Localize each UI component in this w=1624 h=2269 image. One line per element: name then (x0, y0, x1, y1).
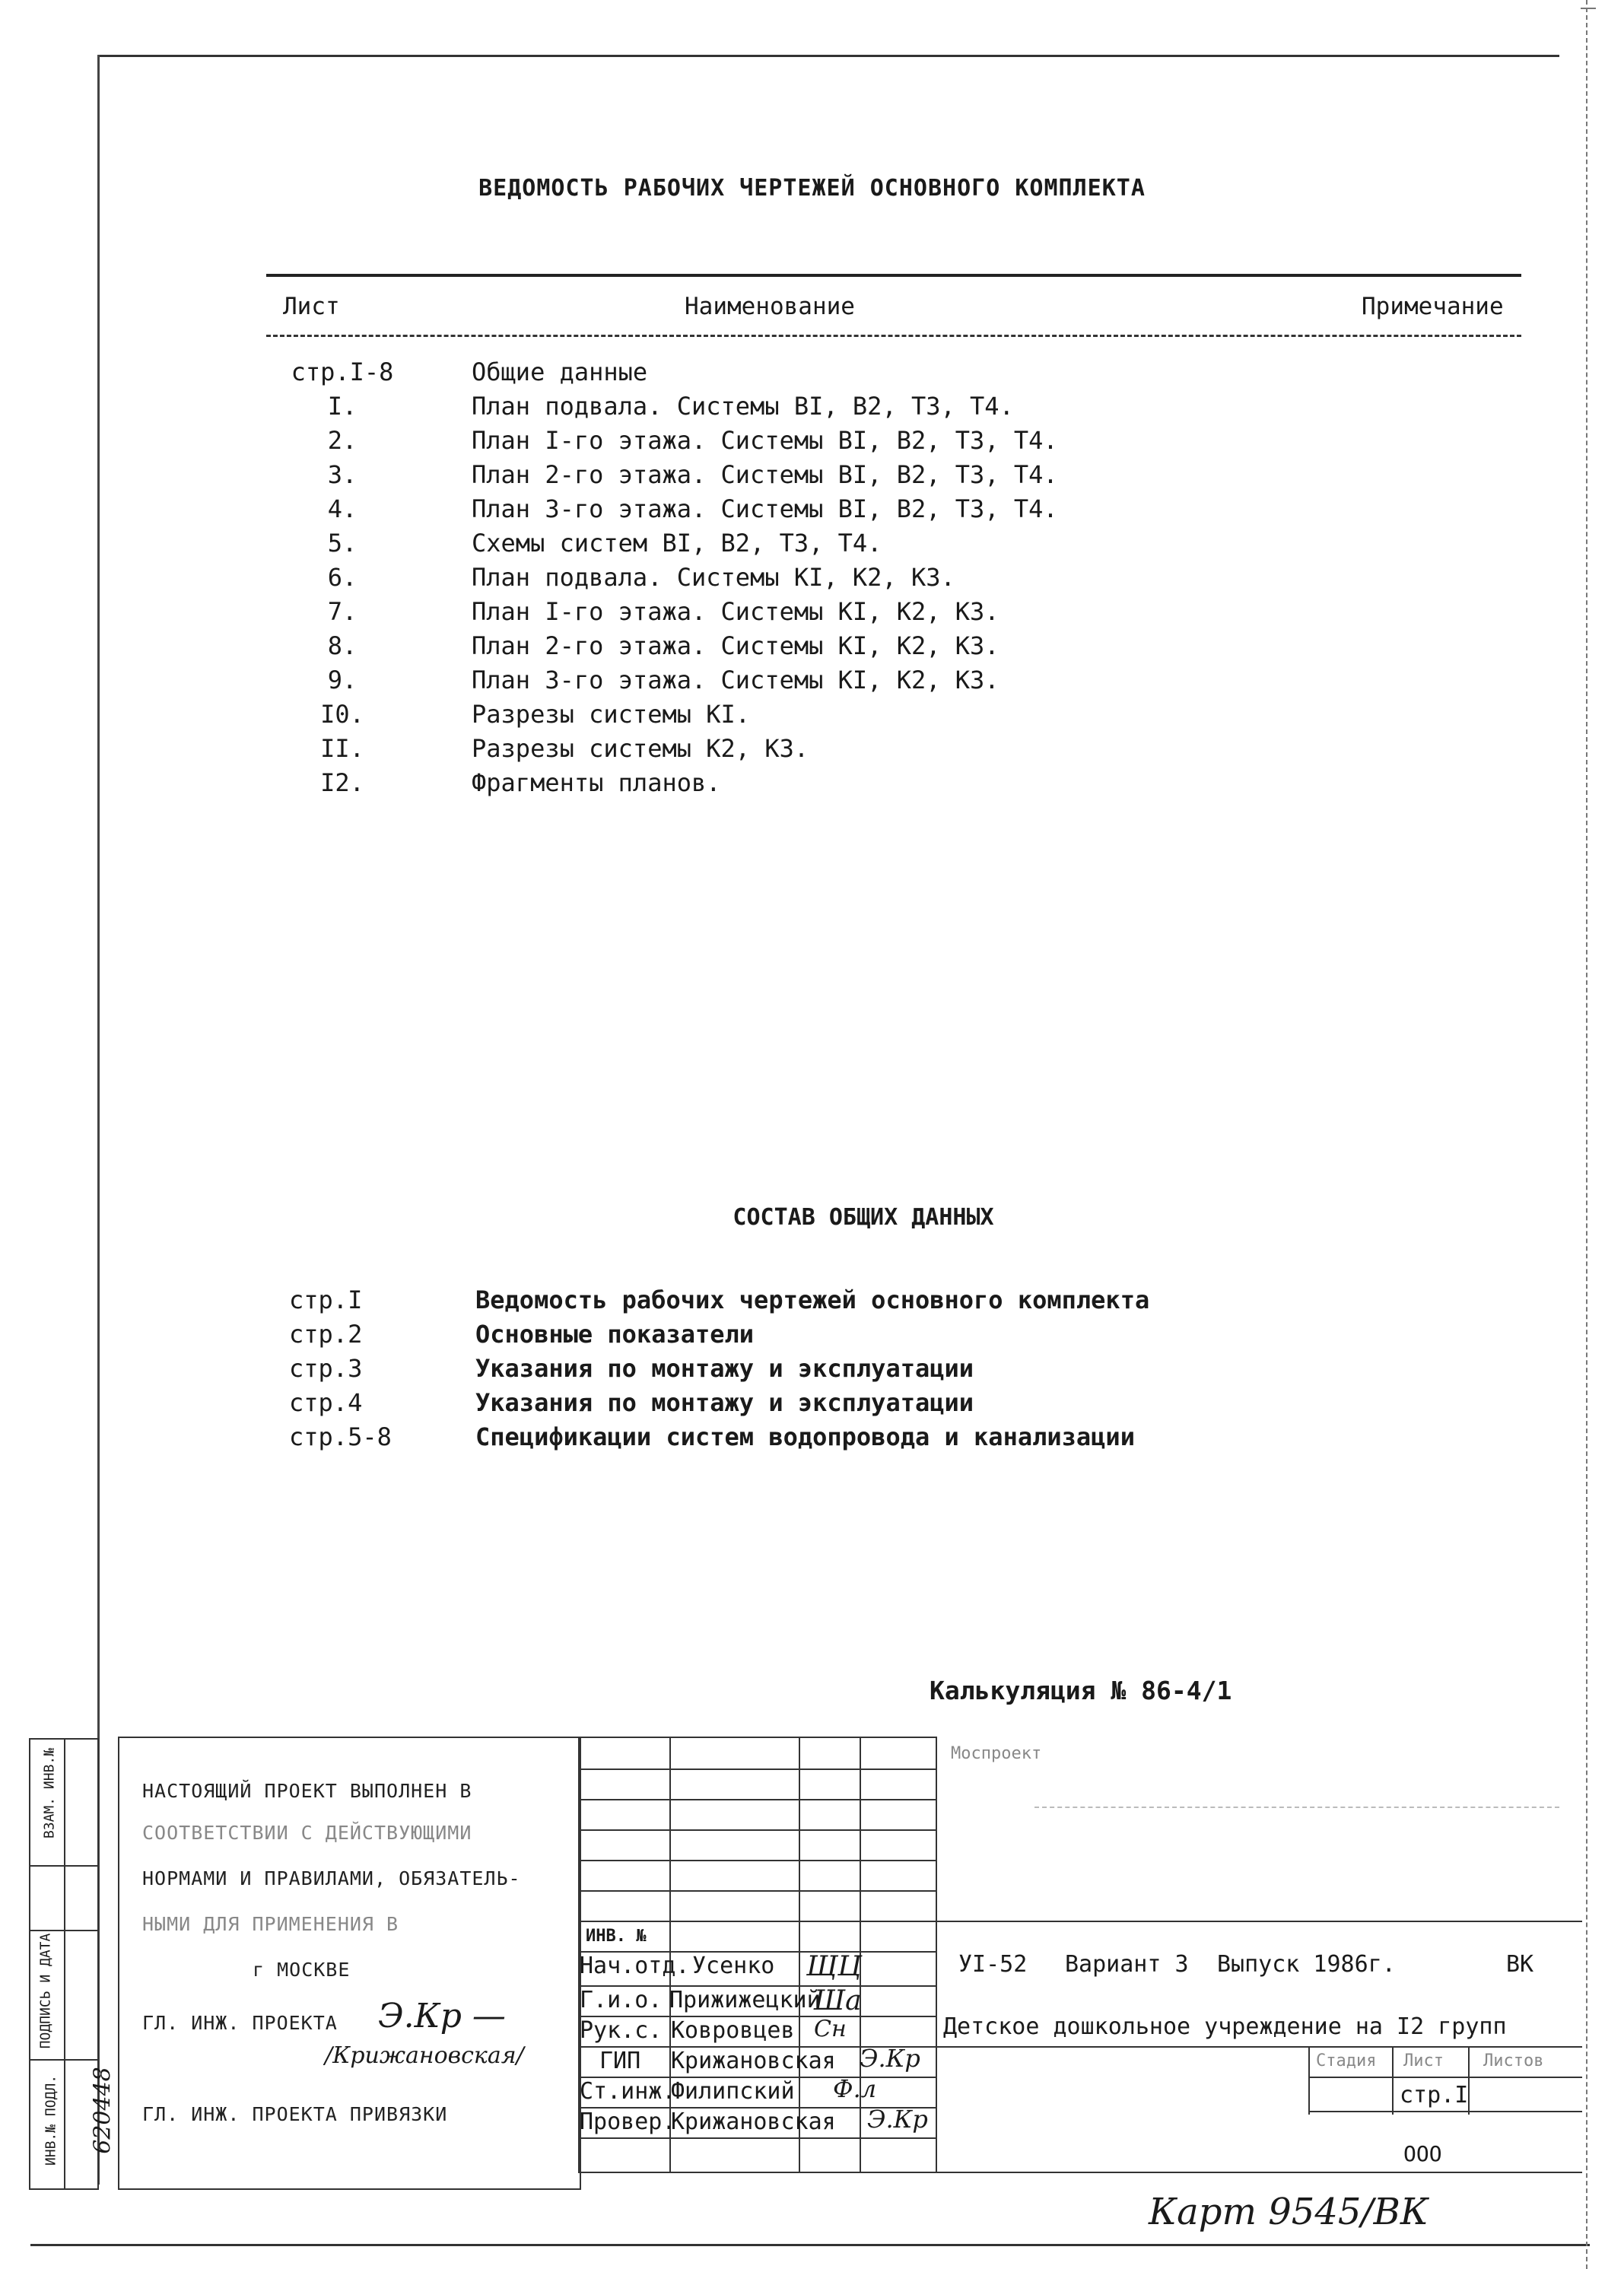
frame-top-border (99, 55, 1559, 57)
tb-line (1308, 2046, 1310, 2115)
inv-label: ИНВ. № (586, 1927, 647, 1946)
sheet-name: Схемы систем BI, B2, T3, T4. (472, 529, 882, 558)
staff-name: Ковровцев (671, 2017, 795, 2044)
frame-bottom-border (30, 2244, 1590, 2246)
general-key: стр.I (289, 1285, 363, 1314)
project-description: Детское дошкольное учреждение на I2 групп (943, 2013, 1507, 2040)
staff-name: Крижановская (671, 2109, 836, 2135)
sheet-name: План 2-го этажа. Системы KI, K2, K3. (472, 631, 1000, 660)
sheet-number: 9. (327, 666, 358, 694)
stamp-line: СООТВЕТСТВИИ С ДЕЙСТВУЮЩИМИ (142, 1822, 472, 1844)
chief-engineer-signature: Э.Кр — (378, 1997, 506, 2035)
staff-role: Ст.инж. (580, 2078, 676, 2105)
sheet-number: 2. (327, 426, 358, 455)
stamp-line: НЫМИ ДЛЯ ПРИМЕНЕНИЯ В (142, 1913, 399, 1935)
trim-mark (1581, 8, 1596, 9)
header-note: Примечание (1362, 293, 1504, 320)
project-issue: Выпуск 1986г. (1217, 1951, 1396, 1978)
sheet-name: Разрезы системы K2, K3. (472, 734, 809, 763)
stamp-city: г МОСКВЕ (253, 1959, 351, 1981)
general-key: стр.2 (289, 1320, 363, 1349)
tb-line (1392, 2046, 1394, 2115)
calculation-number: Калькуляция № 86-4/1 (930, 1676, 1232, 1705)
general-text: Указания по монтажу и эксплуатации (475, 1354, 974, 1383)
table-top-rule (266, 274, 1521, 277)
tb-line (1308, 2077, 1582, 2078)
signature-krizhanovskaya: Э.Кр (860, 2044, 920, 2073)
project-mark: ВК (1506, 1951, 1534, 1978)
staff-role: Провер. (580, 2109, 676, 2135)
tb-line (578, 1737, 936, 1738)
sheet-number: I2. (320, 768, 364, 797)
tb-line (578, 2172, 1582, 2173)
signature-check: Э.Кр (867, 2105, 928, 2134)
stamp-chief-name: /Крижановская/ (325, 2042, 524, 2069)
tb-line (578, 1921, 1582, 1922)
org-code: ООО (1403, 2141, 1442, 2166)
staff-role: ГИП (599, 2048, 641, 2074)
general-data-title: СОСТАВ ОБЩИХ ДАННЫХ (733, 1204, 994, 1231)
sheet-label: Лист (1403, 2051, 1444, 2070)
conformity-stamp (118, 1737, 581, 2190)
project-variant: Вариант 3 (1065, 1951, 1189, 1978)
tb-line (936, 1737, 937, 2172)
sheet-number: 7. (327, 597, 358, 626)
sheet-name: План 2-го этажа. Системы BI, B2, T3, T4. (472, 460, 1058, 489)
sheet-number: 5. (327, 529, 358, 558)
sheet-number: 8. (327, 631, 358, 660)
stamp-line: НАСТОЯЩИЙ ПРОЕКТ ВЫПОЛНЕН В (142, 1780, 472, 1802)
staff-role: Рук.с. (580, 2017, 663, 2044)
staff-role: Г.и.о. (580, 1987, 663, 2013)
side-strip-divider (64, 1740, 65, 2188)
sheet-list (266, 358, 1521, 829)
title-block (578, 1730, 1582, 2187)
sheet-number: II. (320, 734, 364, 763)
trim-line (1586, 0, 1587, 2269)
signature-prizhizhetsky: Ша (814, 1985, 862, 2016)
sheet-name: Общие данные (472, 358, 648, 386)
sheet-number: 6. (327, 563, 358, 592)
general-text: Спецификации систем водопровода и канализации (475, 1422, 1135, 1451)
side-inv-label: ИНВ.№ ПОДЛ. (43, 2074, 59, 2166)
header-name: Наименование (685, 293, 855, 320)
staff-role: Нач.отд. (580, 1953, 690, 1979)
faint-rule (1034, 1807, 1559, 1808)
sheet-name: План 3-го этажа. Системы BI, B2, T3, T4. (472, 494, 1058, 523)
stage-label: Стадия (1316, 2051, 1377, 2070)
tb-line (578, 1768, 936, 1770)
sheet-name: План подвала. Системы BI, B2, T3, T4. (472, 392, 1014, 421)
general-text: Указания по монтажу и эксплуатации (475, 1388, 974, 1417)
tb-line (1308, 2111, 1582, 2112)
sheets-label: Листов (1483, 2051, 1544, 2070)
table-header-rule (266, 335, 1521, 337)
stamp-chief-engineer: ГЛ. ИНЖ. ПРОЕКТА (142, 2012, 338, 2034)
general-key: стр.5-8 (289, 1422, 392, 1451)
general-key: стр.4 (289, 1388, 363, 1417)
faint-org-header: Моспроект (951, 1744, 1042, 1763)
signature-kovrovtsev: Сн (814, 2016, 847, 2042)
sheet-number: 3. (327, 460, 358, 489)
side-strip-hline (30, 1865, 97, 1867)
staff-name: Прижижецкий (669, 1987, 821, 2013)
sheet-name: План подвала. Системы KI, K2, K3. (472, 563, 955, 592)
side-strip-hline (30, 2059, 97, 2061)
archive-handwritten-note: Карт 9545/ВК (1149, 2191, 1429, 2233)
sheet-name: Разрезы системы KI. (472, 700, 751, 729)
staff-name: Филипский (671, 2078, 795, 2105)
tb-line (578, 1799, 936, 1800)
side-replace-label: ВЗАМ. ИНВ.№ (41, 1747, 58, 1839)
tb-line (578, 2137, 936, 2139)
sheet-number: 4. (327, 494, 358, 523)
side-strip (29, 1738, 116, 2190)
general-data-list (281, 1285, 1422, 1468)
sheet-name: Фрагменты планов. (472, 768, 721, 797)
sheet-number: стр.I-8 (291, 358, 394, 386)
tb-line (578, 1860, 936, 1861)
stamp-binding-engineer: ГЛ. ИНЖ. ПРОЕКТА ПРИВЯЗКИ (142, 2103, 448, 2125)
document-title: ВЕДОМОСТЬ РАБОЧИХ ЧЕРТЕЖЕЙ ОСНОВНОГО КОМПЛЕКТА (478, 175, 1146, 202)
sheet-name: План I-го этажа. Системы BI, B2, T3, T4. (472, 426, 1058, 455)
stamp-line: НОРМАМИ И ПРАВИЛАМИ, ОБЯЗАТЕЛЬ- (142, 1867, 521, 1889)
general-key: стр.3 (289, 1354, 363, 1383)
sheet-value: стр.I (1400, 2082, 1469, 2109)
sheet-number: I. (327, 392, 358, 421)
project-code: УI-52 (958, 1951, 1028, 1978)
staff-name: Усенко (692, 1953, 775, 1979)
sheet-number: I0. (320, 700, 364, 729)
tb-line (578, 1829, 936, 1831)
general-text: Ведомость рабочих чертежей основного комплекта (475, 1285, 1150, 1314)
signature-filipsky: Ф.л (833, 2074, 877, 2103)
general-text: Основные показатели (475, 1320, 755, 1349)
signature-usenko: ЩЦ (806, 1951, 862, 1982)
header-sheet: Лист (283, 293, 340, 320)
side-inv-number: 620448 (89, 2067, 116, 2154)
side-signature-label: ПОДПИСЬ И ДАТА (37, 1933, 54, 2049)
sheet-name: План 3-го этажа. Системы KI, K2, K3. (472, 666, 1000, 694)
staff-name: Крижановская (671, 2048, 836, 2074)
tb-line (578, 1890, 936, 1892)
sheet-name: План I-го этажа. Системы KI, K2, K3. (472, 597, 1000, 626)
